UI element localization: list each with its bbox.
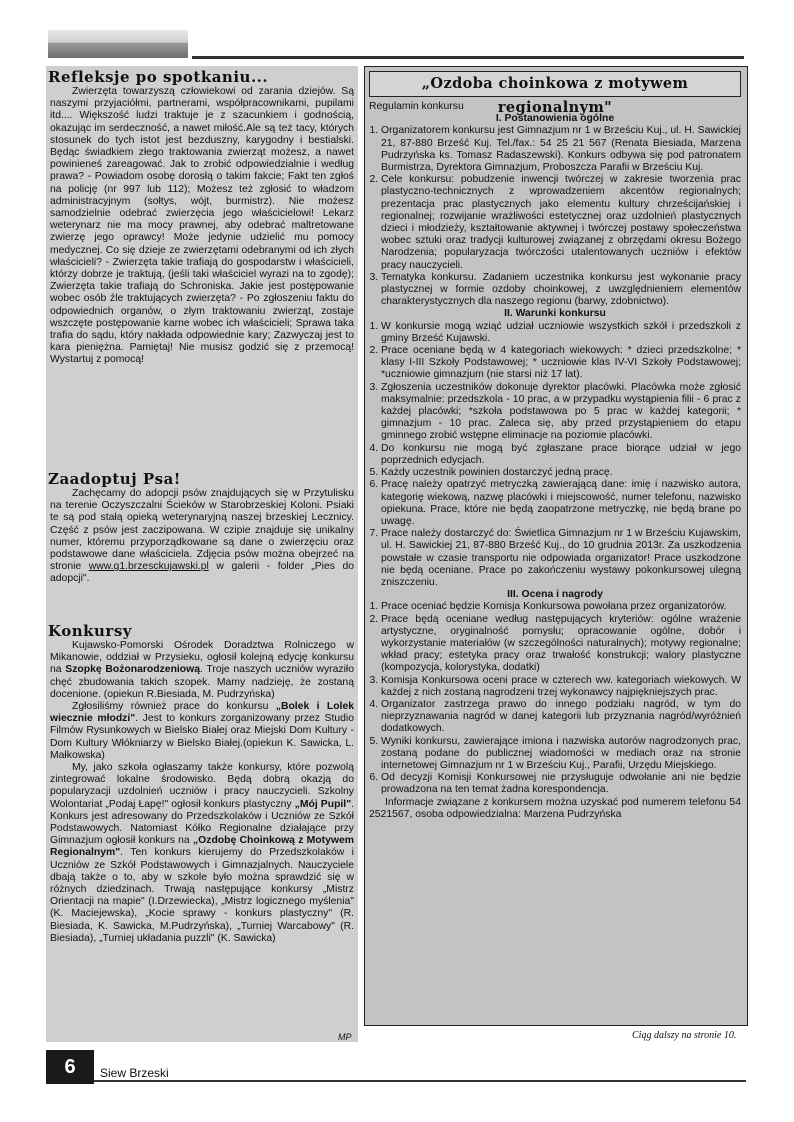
regulamin-intro: Regulamin konkursu <box>369 101 464 112</box>
section-list <box>369 321 741 589</box>
regulamin-item: 6. Pracę należy opatrzyć metryczką zawierającą dane: imię i nazwisko autora, kategorię wiekową, nazwę placówki i miejscowość, numer telefonu, nazwisko opiekuna. Prace, które nie będą zaopatrzone metryczkę, nie będą brane po uwagę. <box>381 479 741 528</box>
journal-name: Siew Brzeski <box>100 1066 169 1080</box>
regulamin-item: 1. Organizatorem konkursu jest Gimnazjum nr 1 w Brześciu Kuj., ul. H. Sawickiej 21, 87-880 Brześć Kuj. Tel./fax.: 54 25 21 567 (Renata Biesiada, Marzena Pudrzyńska ks. Tomasz Radaszewski). Konkurs odbywa się pod patronatem Burmistrza, Dyrektora Gimnazjum, Proboszcza Parafii w Brześciu Kuj. <box>381 125 741 174</box>
section-list <box>369 601 741 796</box>
section-heading: II. Warunki konkursu <box>504 308 606 320</box>
regulamin-item: 3. Tematyka konkursu. Zadaniem uczestnika konkursu jest wykonanie pracy plastycznej w formie ozdoby choinkowej, z uwzględnieniem elementów charakterystycznych dla naszego regionu (barwy, zdobnictwo). <box>381 272 741 309</box>
heading-zaadoptuj: Zaadoptuj Psa! <box>48 470 181 488</box>
regulamin-item: 2. Prace oceniane będą w 4 kategoriach wiekowych: * dzieci przedszkolne; * klasy I-III Szkoły Podstawowej; * uczniowie klas IV-VI Szkoły Podstawowej; *uczniowie gimnazjum (nie starsi niż 17 lat). <box>381 345 741 382</box>
heading-refleksje: Refleksje po spotkaniu... <box>48 68 269 86</box>
paragraph: Kujawsko-Pomorski Ośrodek Doradztwa Rolniczego w Mikanowie, oddział w Przysieku, ogłosił kolejną edycję konkursu na Szopkę Bożonarodzeniową. Troje naszych uczniów wyraziło chęć zbudowania takich szopek. Mamy nadzieję, że zostaną docenione. (opiekun R.Biesiada, M. Pudrzyńska) <box>50 640 354 700</box>
regulamin-item: 3. Komisja Konkursowa oceni prace w czterech ww. kategoriach wiekowych. W każdej z nich zostaną nagrodzeni trzej wykonawcy najpiękniejszych prac. <box>381 675 741 699</box>
continued-note: Ciąg dalszy na stronie 10. <box>632 1030 737 1041</box>
regulamin-item: 1. Prace oceniać będzie Komisja Konkursowa powołana przez organizatorów. <box>381 601 741 613</box>
regulamin-item: 3. Zgłoszenia uczestników dokonuje dyrektor placówki. Placówka może zgłosić maksymalnie: przedszkola - 10 prac, a w przypadku wystąpienia filii - 6 prac z każdej placówki; *szkoła podstawowa po 5 prac w każdej kategorii; * gimnazjum - 10 prac. Zaleca się, aby przed przystąpieniem do etapu gminnego zrobić wstępne eliminacje na poziomie placówki. <box>381 382 741 443</box>
section-heading: III. Ocena i nagrody <box>507 589 603 601</box>
closing-info: Informacje związane z konkursem można uzyskać pod numerem telefonu 54 2521567, osoba odpowiedzialna: Marzena Pudrzyńska <box>369 796 741 820</box>
header-photo-banner <box>48 30 188 58</box>
paragraph: Zwierzęta towarzyszą człowiekowi od zarania dziejów. Są naszymi przyjaciółmi, partnerami, współpracownikami, pupilami itd.... Większość ludzi traktuje je z szacunkiem i godnością, okazując im serdeczność, a nawet miłość.Ale są też tacy, których stosunek do tych istot jest bezduszny, karygodny i bestialski. Będąc świadkiem złego traktowania zwierząt możesz, a nawet powinieneś zareagować. Jak to zrobić odpowiedzialnie i według prawa? - Powiadom osobę dorosłą o takim fakcie; Fakt ten zgłoś na policję (nr 997 lub 112); Możesz też zgłosić to władzom administracyjnym (sołtys, wójt, burmistrz). Nie możesz samodzielnie odebrać zwierzęcia jego właścicielowi! Lekarz weterynarz nie ma mocy prawnej, aby odebrać maltretowane zwierzę jego oprawcy! Może jedynie udzielić mu pomocy medycznej. Co się dzieje ze zwierzętami odebranymi od ich złych właścicieli? - Zwierzęta takie trafiają do gospodarstw i właścicieli, którzy dobrze je traktują, (jeśli taki właściciel wyrazi na to zgodę); Zwierzęta takie trafiają do Schroniska. Jakie jest postępowanie wobec osób źle traktujących zwierzęta? - Po zgłoszeniu faktu do odpowiednich organów, o złym traktowaniu zwierząt, zostaje wszczęte postępowanie karne wobec ich właścicieli; Sprawa taka trafia do sądu, który nakłada odpowiednie kary; Zazwyczaj jest to kara pieniężna. Pamiętaj! Nie musisz godzić się z przemocą! Wystartuj z pomocą! <box>50 86 354 366</box>
regulamin-item: 6. Od decyzji Komisji Konkursowej nie przysługuje odwołanie ani nie będzie prowadzona na ten temat żadna korespondencja. <box>381 772 741 796</box>
regulamin-item: 5. Każdy uczestnik powinien dostarczyć jedną pracę. <box>381 467 741 479</box>
header-rule <box>192 56 744 59</box>
section-list <box>369 125 741 308</box>
regulamin-item: 4. Organizator zastrzega prawo do innego podziału nagród, w tym do nieprzyznawania nagród w danej kategorii lub przyznania nagród/wyróżnień dodatkowych. <box>381 699 741 736</box>
right-column-regulamin <box>364 66 748 1026</box>
regulamin-item: 2. Cele konkursu: pobudzenie inwencji twórczej w zakresie tworzenia prac plastyczno-technicznych z wprowadzeniem akcentów regionalnych; prezentacja prac plastycznych jako elementu kultury chrześcijańskiej i regionalnej; rozwijanie wrażliwości estetycznej oraz uzdolnień plastycznych dzieci i młodzieży, kształtowanie aktywnej i twórczej postawy społeczeństwa wobec sztuki oraz tradycji kulturowej związanej z obrzędami okresu Bożego Narodzenia; popularyzacja twórczości utalentowanych uczniów i efektów pracy nauczycieli. <box>381 174 741 272</box>
paragraph: Zachęcamy do adopcji psów znajdujących się w Przytulisku na terenie Oczyszczalni Ścieków w Starobrzeskiej Koloni. Psiaki te są pod stałą opieką weterynaryjną naszej brzeskiej Lecznicy. Część z psów jest zaczipowana. W czipie znajduje się unikalny numer, któremu przyporządkowane są dane o zwierzęciu oraz podstawowe dane właściciela. Zdjęcia psów można obejrzeć na stronie www.g1.brzesckujawski.pl w galerii - folder „Pies do adopcji". <box>50 488 355 585</box>
regulamin-body <box>369 101 741 821</box>
regulamin-item: 1. W konkursie mogą wziąć udział uczniowie wszystkich szkół i przedszkoli z gminy Brześć Kujawski. <box>381 321 741 345</box>
signature: MP <box>338 1032 352 1042</box>
section-heading: I. Postanowienia ogólne <box>495 113 615 125</box>
regulamin-item: 5. Wyniki konkursu, zawierające imiona i nazwiska autorów nagrodzonych prac, zostaną podane do publicznej wiadomości w mediach oraz na stronie internetowej Gimnazjum nr 1 w Brześciu Kuj., Parafii, Urzędu Miejskiego. <box>381 736 741 773</box>
regulamin-item: 7. Prace należy dostarczyć do: Świetlica Gimnazjum nr 1 w Brześciu Kujawskim, ul. H. Sawickiej 21, 87-880 Brześć Kuj., do 10 grudnia 2013r. Za uszkodzenia powstałe w czasie transportu nie odpowiada organizator! Prace uszkodzone nie będą oceniane. Prace po zakończeniu wystawy pokonkursowej ulegną zniszczeniu. <box>381 528 741 589</box>
paragraph: My, jako szkoła ogłaszamy także konkursy, które pozwolą zintegrować lokalne środowisko. Będą dobrą okazją do popularyzacji uzdolnień uczniów i pracy nauczycieli. Szkolny Wolontariat „Podaj Łapę!" ogłosił konkurs plastyczny „Mój Pupil". Konkurs jest adresowany do Przedszkolaków i Uczniów ze Szkół Podstawowych. Natomiast Kółko Regionalne działające przy Gimnazjum ogłosił konkurs na „Ozdobę Choinkową z Motywem Regionalnym". Ten konkurs kierujemy do Przedszkolaków i Uczniów ze Szkół Podstawowych i Gimnazjalnych. Nauczyciele dbają także o to, aby w szkole było można sprawdzić się w różnych dziedzinach. Trwają następujące konkursy „Mistrz Orientacji na mapie" (I.Drzewiecka), „Mistrz logicznego myślenia" (K. Maciejewska), „Kocie sprawy - konkurs plastyczny" (R. Biesiada, K. Sawicka, M.Pudrzyńska), „Turniej Warcabowy" (R. Biesiada), „Turniej układania puzzli" (K. Sawicka) <box>50 762 355 944</box>
heading-konkursy: Konkursy <box>48 622 132 640</box>
page-number: 6 <box>46 1050 94 1084</box>
article-zaadoptuj <box>50 488 354 586</box>
article-konkursy <box>50 640 354 945</box>
regulamin-item: 4. Do konkursu nie mogą być zgłaszane prace biorące udział w jego poprzednich edycjach. <box>381 443 741 467</box>
regulamin-item: 2. Prace będą oceniane według następujących kryteriów: ogólne wrażenie artystyczne, oryginalność pomysłu; opracowanie ogólne, dobór i wykorzystanie materiałów (w szczególności naturalnych); motywy regionalne; wkład pracy; estetyka pracy oraz trwałość konstrukcji; walory plastyczne (kompozycja, kolorystyka, dodatki) <box>381 614 741 675</box>
footer-rule <box>46 1080 746 1082</box>
left-column <box>46 66 358 1042</box>
paragraph: Zgłosiliśmy również prace do konkursu „Bolek i Lolek wiecznie młodzi". Jest to konkurs zorganizowany przez Studio Filmów Rysunkowych w Bielsko Białej oraz Miejski Dom Kultury - Dom Kultury Włókniarzy w Bielsko Białej.(opiekun K. Sawicka, L. Małkowska) <box>50 701 354 761</box>
regulamin-title: „Ozdoba choinkowa z motywem regionalnym" <box>369 71 741 97</box>
gallery-link[interactable]: www.g1.brzesckujawski.pl <box>88 561 209 573</box>
article-refleksje <box>50 86 354 367</box>
